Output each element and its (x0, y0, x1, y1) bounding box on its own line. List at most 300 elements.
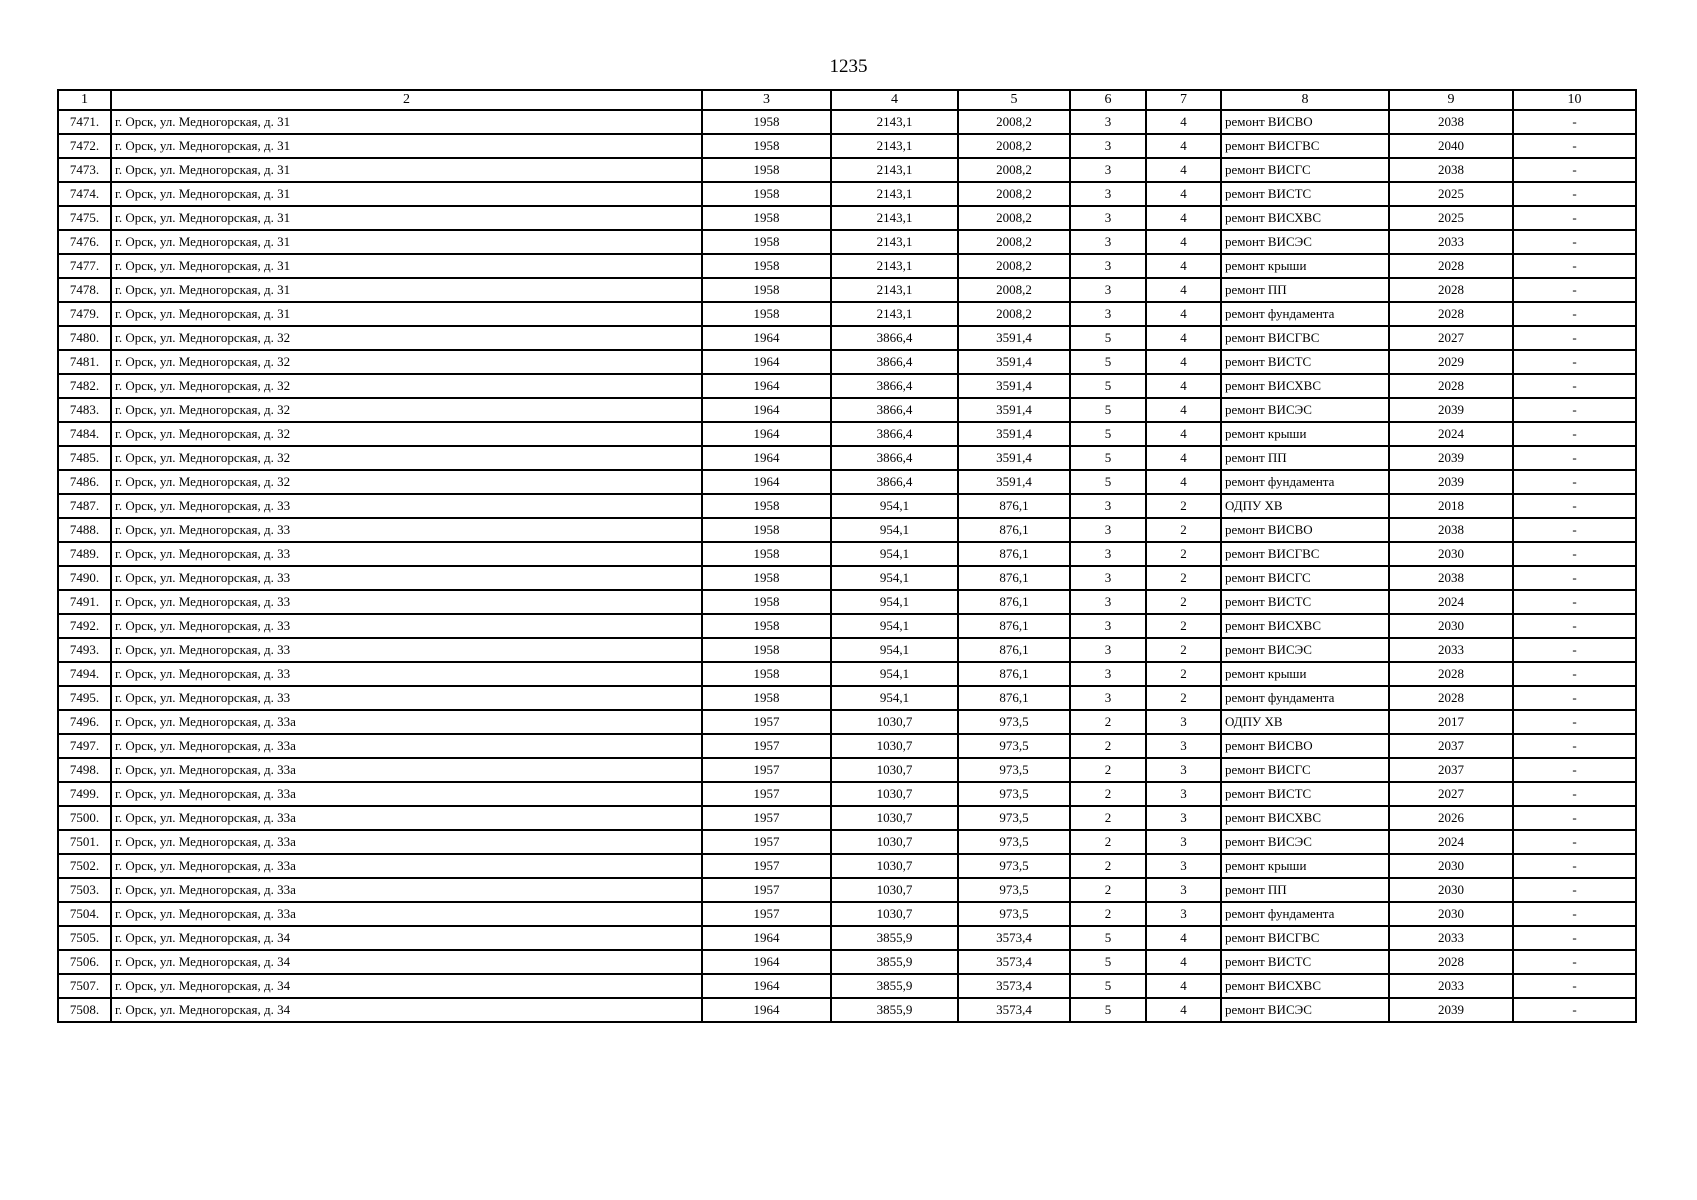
cell-total-area: 954,1 (831, 566, 958, 590)
cell-planned-year: 2040 (1389, 134, 1513, 158)
column-header-5: 5 (958, 90, 1070, 110)
cell-note: - (1513, 278, 1636, 302)
table-row (58, 782, 1636, 806)
cell-address: г. Орск, ул. Медногорская, д. 32 (111, 470, 702, 494)
cell-total-area: 1030,7 (831, 782, 958, 806)
cell-living-area: 3591,4 (958, 398, 1070, 422)
cell-address: г. Орск, ул. Медногорская, д. 31 (111, 230, 702, 254)
cell-planned-year: 2026 (1389, 806, 1513, 830)
cell-work-type: ремонт фундамента (1221, 902, 1389, 926)
cell-build-year: 1957 (702, 710, 831, 734)
cell-planned-year: 2033 (1389, 926, 1513, 950)
cell-work-type: ремонт ВИСХВС (1221, 974, 1389, 998)
cell-row-number: 7481. (58, 350, 111, 374)
column-header-3: 3 (702, 90, 831, 110)
table-body (58, 110, 1636, 1022)
page-number: 1235 (829, 56, 868, 77)
cell-note: - (1513, 518, 1636, 542)
cell-row-number: 7476. (58, 230, 111, 254)
cell-work-type: ремонт ВИСГВС (1221, 926, 1389, 950)
table-row (58, 230, 1636, 254)
cell-row-number: 7478. (58, 278, 111, 302)
cell-address: г. Орск, ул. Медногорская, д. 33 (111, 518, 702, 542)
cell-build-year: 1958 (702, 494, 831, 518)
cell-entrances: 4 (1146, 134, 1221, 158)
cell-floors: 3 (1070, 542, 1146, 566)
cell-address: г. Орск, ул. Медногорская, д. 33 (111, 494, 702, 518)
cell-work-type: ремонт ВИСХВС (1221, 614, 1389, 638)
cell-floors: 5 (1070, 470, 1146, 494)
cell-row-number: 7502. (58, 854, 111, 878)
cell-row-number: 7508. (58, 998, 111, 1022)
cell-living-area: 3591,4 (958, 422, 1070, 446)
cell-planned-year: 2038 (1389, 110, 1513, 134)
cell-total-area: 1030,7 (831, 806, 958, 830)
cell-living-area: 3573,4 (958, 926, 1070, 950)
cell-build-year: 1958 (702, 254, 831, 278)
cell-address: г. Орск, ул. Медногорская, д. 33 (111, 614, 702, 638)
cell-work-type: ремонт ВИСГС (1221, 566, 1389, 590)
cell-address: г. Орск, ул. Медногорская, д. 31 (111, 302, 702, 326)
cell-build-year: 1958 (702, 542, 831, 566)
cell-floors: 5 (1070, 326, 1146, 350)
cell-row-number: 7471. (58, 110, 111, 134)
cell-build-year: 1957 (702, 806, 831, 830)
cell-total-area: 954,1 (831, 542, 958, 566)
cell-row-number: 7499. (58, 782, 111, 806)
cell-work-type: ремонт ВИСЭС (1221, 830, 1389, 854)
cell-planned-year: 2027 (1389, 326, 1513, 350)
cell-entrances: 4 (1146, 158, 1221, 182)
cell-floors: 3 (1070, 638, 1146, 662)
cell-build-year: 1958 (702, 614, 831, 638)
cell-living-area: 2008,2 (958, 254, 1070, 278)
cell-entrances: 3 (1146, 854, 1221, 878)
cell-entrances: 2 (1146, 686, 1221, 710)
cell-total-area: 3855,9 (831, 998, 958, 1022)
cell-floors: 3 (1070, 158, 1146, 182)
cell-entrances: 4 (1146, 926, 1221, 950)
table-row (58, 422, 1636, 446)
cell-total-area: 2143,1 (831, 230, 958, 254)
cell-living-area: 876,1 (958, 566, 1070, 590)
cell-work-type: ремонт ВИСТС (1221, 182, 1389, 206)
cell-total-area: 3866,4 (831, 446, 958, 470)
cell-total-area: 3866,4 (831, 398, 958, 422)
cell-entrances: 4 (1146, 230, 1221, 254)
cell-row-number: 7493. (58, 638, 111, 662)
column-header-6: 6 (1070, 90, 1146, 110)
cell-address: г. Орск, ул. Медногорская, д. 34 (111, 974, 702, 998)
cell-total-area: 3855,9 (831, 926, 958, 950)
cell-floors: 3 (1070, 302, 1146, 326)
cell-planned-year: 2018 (1389, 494, 1513, 518)
cell-total-area: 2143,1 (831, 206, 958, 230)
cell-address: г. Орск, ул. Медногорская, д. 33 (111, 566, 702, 590)
cell-build-year: 1958 (702, 518, 831, 542)
cell-living-area: 2008,2 (958, 182, 1070, 206)
table-row (58, 302, 1636, 326)
cell-build-year: 1957 (702, 830, 831, 854)
cell-work-type: ремонт ВИСХВС (1221, 206, 1389, 230)
cell-total-area: 2143,1 (831, 158, 958, 182)
cell-floors: 5 (1070, 446, 1146, 470)
cell-build-year: 1958 (702, 686, 831, 710)
cell-address: г. Орск, ул. Медногорская, д. 33а (111, 782, 702, 806)
cell-note: - (1513, 134, 1636, 158)
cell-floors: 5 (1070, 926, 1146, 950)
cell-work-type: ремонт фундамента (1221, 686, 1389, 710)
cell-note: - (1513, 950, 1636, 974)
cell-build-year: 1964 (702, 470, 831, 494)
cell-build-year: 1958 (702, 638, 831, 662)
cell-living-area: 973,5 (958, 902, 1070, 926)
cell-floors: 3 (1070, 566, 1146, 590)
cell-address: г. Орск, ул. Медногорская, д. 33а (111, 830, 702, 854)
cell-note: - (1513, 542, 1636, 566)
cell-address: г. Орск, ул. Медногорская, д. 33а (111, 734, 702, 758)
cell-entrances: 3 (1146, 902, 1221, 926)
cell-note: - (1513, 662, 1636, 686)
cell-row-number: 7500. (58, 806, 111, 830)
cell-living-area: 973,5 (958, 782, 1070, 806)
cell-entrances: 4 (1146, 950, 1221, 974)
cell-build-year: 1964 (702, 974, 831, 998)
table-row (58, 998, 1636, 1022)
cell-work-type: ремонт ВИСВО (1221, 734, 1389, 758)
cell-floors: 2 (1070, 782, 1146, 806)
cell-row-number: 7497. (58, 734, 111, 758)
cell-address: г. Орск, ул. Медногорская, д. 33а (111, 806, 702, 830)
cell-address: г. Орск, ул. Медногорская, д. 33 (111, 590, 702, 614)
cell-work-type: ремонт фундамента (1221, 302, 1389, 326)
cell-planned-year: 2017 (1389, 710, 1513, 734)
cell-row-number: 7475. (58, 206, 111, 230)
cell-total-area: 954,1 (831, 614, 958, 638)
cell-floors: 3 (1070, 614, 1146, 638)
cell-living-area: 2008,2 (958, 278, 1070, 302)
cell-planned-year: 2028 (1389, 686, 1513, 710)
table-row (58, 854, 1636, 878)
header-row (58, 90, 1636, 110)
cell-address: г. Орск, ул. Медногорская, д. 31 (111, 254, 702, 278)
cell-living-area: 973,5 (958, 878, 1070, 902)
cell-living-area: 3573,4 (958, 998, 1070, 1022)
cell-address: г. Орск, ул. Медногорская, д. 32 (111, 398, 702, 422)
cell-work-type: ремонт ПП (1221, 446, 1389, 470)
cell-note: - (1513, 638, 1636, 662)
cell-build-year: 1964 (702, 950, 831, 974)
cell-build-year: 1964 (702, 374, 831, 398)
cell-planned-year: 2039 (1389, 470, 1513, 494)
cell-living-area: 973,5 (958, 734, 1070, 758)
cell-note: - (1513, 230, 1636, 254)
cell-note: - (1513, 158, 1636, 182)
cell-planned-year: 2027 (1389, 782, 1513, 806)
cell-row-number: 7484. (58, 422, 111, 446)
cell-planned-year: 2038 (1389, 518, 1513, 542)
cell-note: - (1513, 614, 1636, 638)
cell-work-type: ремонт ВИСГС (1221, 158, 1389, 182)
column-header-9: 9 (1389, 90, 1513, 110)
cell-living-area: 876,1 (958, 614, 1070, 638)
cell-build-year: 1964 (702, 422, 831, 446)
cell-total-area: 3866,4 (831, 422, 958, 446)
cell-build-year: 1957 (702, 734, 831, 758)
cell-address: г. Орск, ул. Медногорская, д. 31 (111, 134, 702, 158)
cell-planned-year: 2025 (1389, 182, 1513, 206)
cell-floors: 2 (1070, 734, 1146, 758)
cell-note: - (1513, 998, 1636, 1022)
cell-total-area: 954,1 (831, 590, 958, 614)
table-row (58, 734, 1636, 758)
cell-work-type: ремонт ВИСХВС (1221, 806, 1389, 830)
cell-work-type: ремонт ВИСГВС (1221, 134, 1389, 158)
cell-living-area: 2008,2 (958, 134, 1070, 158)
cell-note: - (1513, 206, 1636, 230)
cell-row-number: 7472. (58, 134, 111, 158)
cell-note: - (1513, 806, 1636, 830)
cell-address: г. Орск, ул. Медногорская, д. 34 (111, 926, 702, 950)
cell-total-area: 954,1 (831, 638, 958, 662)
cell-floors: 5 (1070, 950, 1146, 974)
cell-entrances: 4 (1146, 422, 1221, 446)
cell-living-area: 876,1 (958, 590, 1070, 614)
cell-build-year: 1958 (702, 110, 831, 134)
cell-address: г. Орск, ул. Медногорская, д. 34 (111, 950, 702, 974)
cell-note: - (1513, 854, 1636, 878)
cell-work-type: ремонт крыши (1221, 422, 1389, 446)
cell-build-year: 1957 (702, 782, 831, 806)
cell-note: - (1513, 878, 1636, 902)
cell-address: г. Орск, ул. Медногорская, д. 34 (111, 998, 702, 1022)
cell-work-type: ремонт ВИСЭС (1221, 398, 1389, 422)
table-row (58, 950, 1636, 974)
cell-floors: 3 (1070, 518, 1146, 542)
cell-row-number: 7474. (58, 182, 111, 206)
cell-floors: 3 (1070, 278, 1146, 302)
cell-entrances: 4 (1146, 470, 1221, 494)
cell-total-area: 3855,9 (831, 950, 958, 974)
table-row (58, 542, 1636, 566)
table-row (58, 470, 1636, 494)
cell-address: г. Орск, ул. Медногорская, д. 31 (111, 206, 702, 230)
cell-row-number: 7480. (58, 326, 111, 350)
cell-work-type: ремонт ВИСХВС (1221, 374, 1389, 398)
cell-note: - (1513, 326, 1636, 350)
cell-total-area: 2143,1 (831, 182, 958, 206)
cell-row-number: 7491. (58, 590, 111, 614)
cell-entrances: 3 (1146, 878, 1221, 902)
column-header-7: 7 (1146, 90, 1221, 110)
cell-entrances: 4 (1146, 974, 1221, 998)
cell-work-type: ремонт ВИСГВС (1221, 542, 1389, 566)
cell-row-number: 7492. (58, 614, 111, 638)
table-row (58, 830, 1636, 854)
table-row (58, 374, 1636, 398)
table-row (58, 158, 1636, 182)
cell-build-year: 1958 (702, 662, 831, 686)
cell-entrances: 4 (1146, 446, 1221, 470)
cell-build-year: 1958 (702, 182, 831, 206)
cell-row-number: 7489. (58, 542, 111, 566)
cell-living-area: 3573,4 (958, 974, 1070, 998)
cell-planned-year: 2028 (1389, 662, 1513, 686)
cell-planned-year: 2039 (1389, 398, 1513, 422)
cell-planned-year: 2033 (1389, 230, 1513, 254)
cell-address: г. Орск, ул. Медногорская, д. 32 (111, 350, 702, 374)
cell-address: г. Орск, ул. Медногорская, д. 33 (111, 686, 702, 710)
cell-row-number: 7477. (58, 254, 111, 278)
cell-living-area: 876,1 (958, 638, 1070, 662)
cell-note: - (1513, 734, 1636, 758)
table-row (58, 398, 1636, 422)
cell-planned-year: 2030 (1389, 542, 1513, 566)
cell-planned-year: 2024 (1389, 830, 1513, 854)
cell-planned-year: 2028 (1389, 302, 1513, 326)
column-header-8: 8 (1221, 90, 1389, 110)
cell-total-area: 2143,1 (831, 134, 958, 158)
cell-row-number: 7490. (58, 566, 111, 590)
cell-floors: 3 (1070, 686, 1146, 710)
cell-total-area: 1030,7 (831, 710, 958, 734)
cell-total-area: 1030,7 (831, 830, 958, 854)
cell-work-type: ремонт ВИСВО (1221, 110, 1389, 134)
cell-row-number: 7488. (58, 518, 111, 542)
cell-total-area: 3855,9 (831, 974, 958, 998)
cell-planned-year: 2030 (1389, 902, 1513, 926)
cell-living-area: 2008,2 (958, 206, 1070, 230)
table-row (58, 878, 1636, 902)
cell-floors: 5 (1070, 974, 1146, 998)
table-row (58, 494, 1636, 518)
cell-note: - (1513, 254, 1636, 278)
table-row (58, 686, 1636, 710)
cell-work-type: ремонт ВИСВО (1221, 518, 1389, 542)
table-row (58, 926, 1636, 950)
cell-build-year: 1958 (702, 230, 831, 254)
cell-note: - (1513, 374, 1636, 398)
cell-planned-year: 2037 (1389, 758, 1513, 782)
cell-row-number: 7487. (58, 494, 111, 518)
table-row (58, 254, 1636, 278)
cell-row-number: 7486. (58, 470, 111, 494)
cell-row-number: 7494. (58, 662, 111, 686)
cell-note: - (1513, 110, 1636, 134)
cell-note: - (1513, 470, 1636, 494)
cell-work-type: ремонт ВИСТС (1221, 950, 1389, 974)
cell-floors: 3 (1070, 662, 1146, 686)
cell-note: - (1513, 182, 1636, 206)
cell-entrances: 2 (1146, 590, 1221, 614)
cell-floors: 2 (1070, 806, 1146, 830)
cell-total-area: 1030,7 (831, 734, 958, 758)
cell-build-year: 1957 (702, 878, 831, 902)
cell-planned-year: 2028 (1389, 278, 1513, 302)
cell-address: г. Орск, ул. Медногорская, д. 33а (111, 710, 702, 734)
table-row (58, 614, 1636, 638)
table-row (58, 974, 1636, 998)
cell-row-number: 7503. (58, 878, 111, 902)
cell-floors: 3 (1070, 206, 1146, 230)
cell-address: г. Орск, ул. Медногорская, д. 33а (111, 902, 702, 926)
cell-build-year: 1958 (702, 590, 831, 614)
cell-build-year: 1957 (702, 758, 831, 782)
cell-total-area: 954,1 (831, 686, 958, 710)
cell-note: - (1513, 302, 1636, 326)
column-header-2: 2 (111, 90, 702, 110)
table-row (58, 182, 1636, 206)
table-row (58, 806, 1636, 830)
cell-work-type: ремонт ВИСТС (1221, 590, 1389, 614)
cell-work-type: ремонт ВИСЭС (1221, 998, 1389, 1022)
cell-entrances: 4 (1146, 110, 1221, 134)
cell-living-area: 2008,2 (958, 302, 1070, 326)
cell-note: - (1513, 422, 1636, 446)
cell-total-area: 2143,1 (831, 302, 958, 326)
cell-build-year: 1964 (702, 926, 831, 950)
table-row (58, 326, 1636, 350)
cell-entrances: 4 (1146, 326, 1221, 350)
cell-living-area: 876,1 (958, 518, 1070, 542)
cell-entrances: 4 (1146, 302, 1221, 326)
cell-note: - (1513, 710, 1636, 734)
cell-build-year: 1964 (702, 998, 831, 1022)
cell-floors: 3 (1070, 590, 1146, 614)
cell-entrances: 2 (1146, 614, 1221, 638)
column-header-1: 1 (58, 90, 111, 110)
cell-note: - (1513, 494, 1636, 518)
table-row (58, 566, 1636, 590)
cell-floors: 5 (1070, 374, 1146, 398)
cell-floors: 3 (1070, 182, 1146, 206)
cell-floors: 2 (1070, 710, 1146, 734)
cell-floors: 2 (1070, 758, 1146, 782)
table-row (58, 902, 1636, 926)
cell-planned-year: 2039 (1389, 998, 1513, 1022)
cell-planned-year: 2029 (1389, 350, 1513, 374)
cell-entrances: 4 (1146, 998, 1221, 1022)
cell-address: г. Орск, ул. Медногорская, д. 33 (111, 542, 702, 566)
cell-living-area: 2008,2 (958, 158, 1070, 182)
cell-address: г. Орск, ул. Медногорская, д. 32 (111, 326, 702, 350)
cell-build-year: 1958 (702, 206, 831, 230)
cell-entrances: 4 (1146, 254, 1221, 278)
cell-work-type: ремонт ПП (1221, 878, 1389, 902)
cell-living-area: 3591,4 (958, 350, 1070, 374)
cell-address: г. Орск, ул. Медногорская, д. 32 (111, 446, 702, 470)
table-row (58, 710, 1636, 734)
cell-living-area: 3591,4 (958, 470, 1070, 494)
cell-build-year: 1957 (702, 854, 831, 878)
cell-entrances: 2 (1146, 494, 1221, 518)
cell-floors: 3 (1070, 134, 1146, 158)
cell-note: - (1513, 566, 1636, 590)
cell-entrances: 4 (1146, 350, 1221, 374)
cell-planned-year: 2030 (1389, 878, 1513, 902)
cell-living-area: 2008,2 (958, 230, 1070, 254)
cell-row-number: 7505. (58, 926, 111, 950)
cell-entrances: 4 (1146, 398, 1221, 422)
cell-living-area: 973,5 (958, 758, 1070, 782)
cell-address: г. Орск, ул. Медногорская, д. 33 (111, 662, 702, 686)
cell-planned-year: 2039 (1389, 446, 1513, 470)
table-row (58, 638, 1636, 662)
cell-living-area: 876,1 (958, 542, 1070, 566)
cell-entrances: 2 (1146, 662, 1221, 686)
cell-total-area: 2143,1 (831, 110, 958, 134)
cell-living-area: 973,5 (958, 854, 1070, 878)
